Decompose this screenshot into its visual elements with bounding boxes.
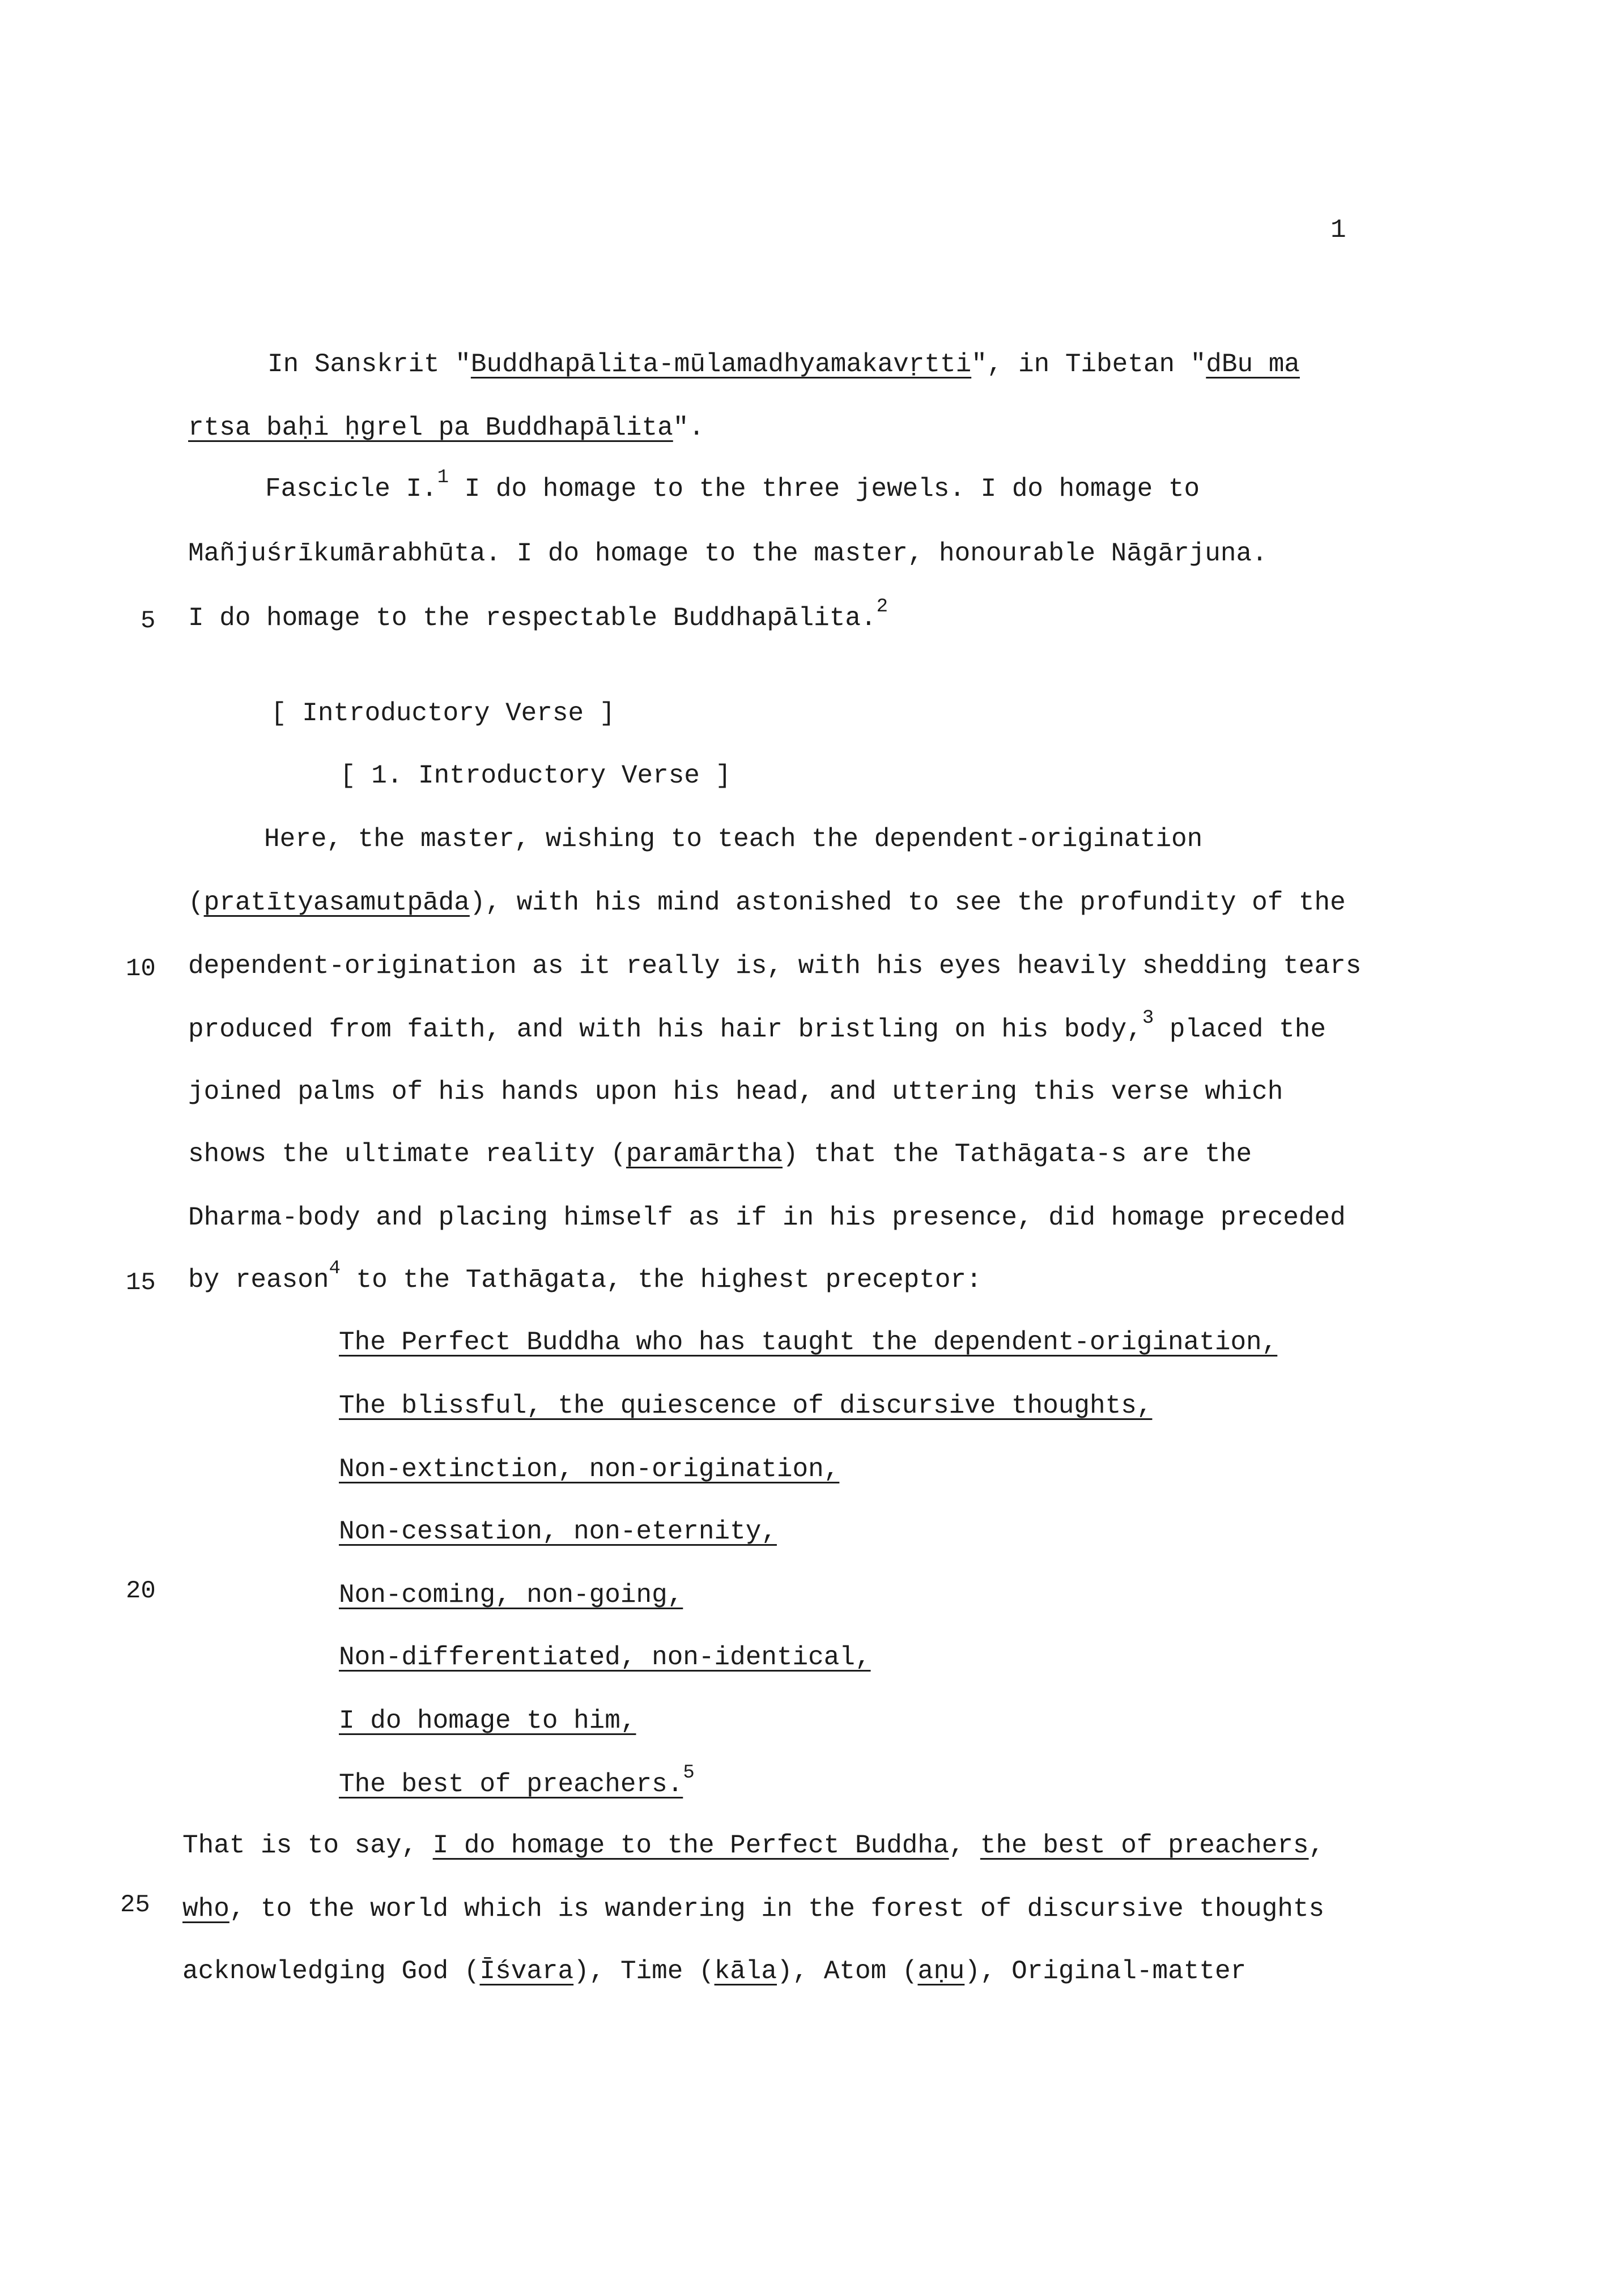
verse-line-5: Non-coming, non-going,	[339, 1580, 683, 1610]
title-line-2	[188, 415, 704, 441]
text: ), Original-matter	[964, 1957, 1247, 1986]
text: ), with his mind astonished to see the profundity of the	[469, 888, 1346, 917]
line-number-10: 10	[126, 955, 156, 983]
text: ), Atom (	[777, 1957, 918, 1986]
text: Fascicle I.	[265, 474, 437, 504]
body-line-8	[188, 1257, 982, 1295]
homage-line-2	[188, 541, 1268, 567]
verse-line-1: The Perfect Buddha who has taught the dependent-origination,	[339, 1328, 1278, 1357]
heading-1-introductory-verse: [ 1. Introductory Verse ]	[340, 761, 732, 790]
quoted-word-who: who	[182, 1894, 229, 1924]
text: ", in Tibetan "	[971, 350, 1206, 379]
term-isvara: Īśvara	[479, 1957, 574, 1986]
commentary-line-2	[182, 1896, 1324, 1922]
quoted-phrase-1: I do homage to the Perfect Buddha	[432, 1831, 949, 1860]
text: shows the ultimate reality (	[188, 1140, 626, 1169]
verse-line-2: The blissful, the quiescence of discursive thoughts,	[339, 1391, 1153, 1421]
text: In Sanskrit "	[267, 350, 471, 379]
page-number: 1	[1330, 215, 1346, 245]
body-line-7: Dharma-body and placing himself as if in his presence, did homage preceded	[188, 1203, 1346, 1232]
verse-line-7: I do homage to him,	[339, 1706, 636, 1736]
text: ,	[1308, 1831, 1325, 1860]
footnote-ref-3: 3	[1142, 1007, 1154, 1029]
footnote-ref-5: 5	[683, 1762, 695, 1784]
verse-line-8	[339, 1762, 695, 1799]
body-line-6	[188, 1141, 1252, 1167]
title-line-1	[267, 351, 1300, 377]
text: (	[188, 888, 204, 917]
text: I do homage to the respectable Buddhapālita.	[188, 603, 877, 633]
tibetan-title-part1: dBu ma	[1206, 350, 1300, 379]
text: , to the world which is wandering in the forest of discursive thoughts	[229, 1894, 1325, 1924]
line-number-25: 25	[120, 1891, 150, 1919]
term-pratityasamutpada: pratītyasamutpāda	[203, 888, 470, 917]
text: to the Tathāgata, the highest preceptor:	[340, 1265, 982, 1295]
tibetan-title-part2: rtsa baḥi ḥgrel pa Buddhapālita	[188, 413, 673, 443]
line-number-15: 15	[126, 1269, 156, 1297]
body-line-5: joined palms of his hands upon his head, and uttering this verse which	[188, 1077, 1283, 1107]
text: acknowledging God (	[182, 1957, 480, 1986]
line-number-20: 20	[126, 1577, 156, 1605]
term-anu: aṇu	[917, 1957, 965, 1986]
verse-line-3: Non-extinction, non-origination,	[339, 1455, 840, 1484]
commentary-line-3	[182, 1958, 1246, 1984]
text: That is to say,	[182, 1831, 433, 1860]
text: placed the	[1154, 1015, 1326, 1044]
footnote-ref-4: 4	[329, 1257, 341, 1279]
text: ".	[673, 413, 704, 443]
text: The best of preachers.	[339, 1770, 683, 1799]
homage-line-3	[188, 596, 888, 633]
footnote-ref-2: 2	[876, 596, 888, 618]
commentary-line-1	[182, 1832, 1324, 1859]
text: I do homage to the three jewels. I do homage to	[449, 474, 1200, 504]
body-line-2	[188, 890, 1346, 916]
body-line-4	[188, 1007, 1326, 1044]
homage-line-1	[265, 466, 1200, 504]
quoted-phrase-2: the best of preachers	[980, 1831, 1309, 1860]
body-line-1: Here, the master, wishing to teach the dependent-origination	[264, 824, 1203, 854]
text: ) that the Tathāgata-s are the	[782, 1140, 1252, 1169]
footnote-ref-1: 1	[437, 466, 449, 488]
sanskrit-title: Buddhapālita-mūlamadhyamakavṛtti	[470, 350, 972, 379]
text: Mañjuśrīkumārabhūta. I do homage to the master, honourable Nāgārjuna.	[188, 539, 1268, 568]
line-number-5: 5	[141, 607, 156, 635]
verse-line-4: Non-cessation, non-eternity,	[339, 1517, 777, 1546]
heading-introductory-verse: [ Introductory Verse ]	[271, 699, 615, 728]
text: ,	[949, 1831, 980, 1860]
verse-line-6: Non-differentiated, non-identical,	[339, 1643, 871, 1672]
text: by reason	[188, 1265, 329, 1295]
body-line-3: dependent-origination as it really is, with his eyes heavily shedding tears	[188, 951, 1362, 981]
term-kala: kāla	[714, 1957, 777, 1986]
text: produced from faith, and with his hair bristling on his body,	[188, 1015, 1142, 1044]
term-paramartha: paramārtha	[626, 1140, 783, 1169]
text: ), Time (	[573, 1957, 715, 1986]
